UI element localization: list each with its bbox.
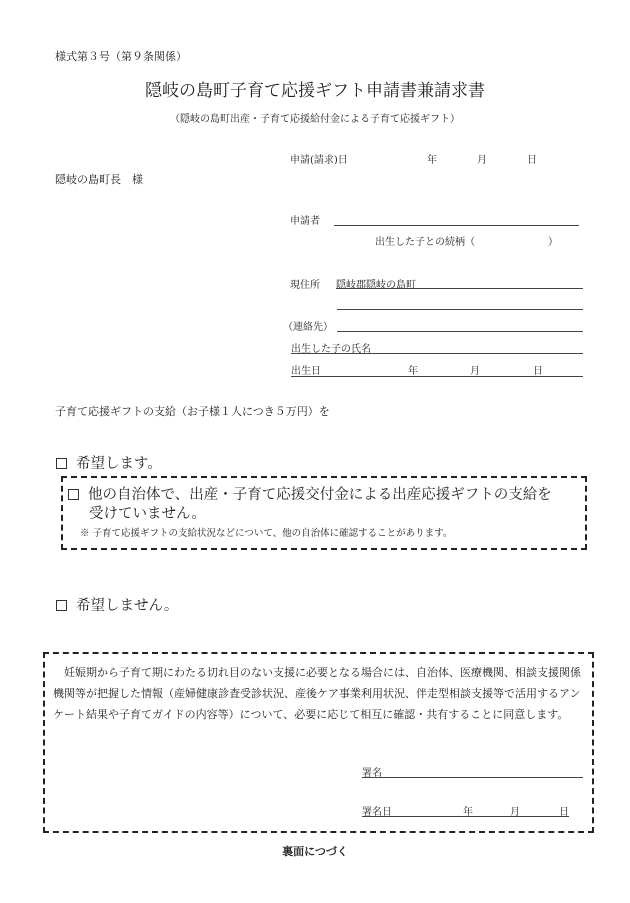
birth-day[interactable]: 日 bbox=[533, 366, 543, 377]
condition-note: ※ 子育て応援ギフトの支給状況などについて、他の自治体に確認することがあります。 bbox=[80, 528, 453, 539]
signature-date-year[interactable]: 年 bbox=[463, 807, 473, 818]
relationship-close: ） bbox=[548, 237, 558, 248]
application-date-label: 申請(請求)日 bbox=[290, 155, 348, 166]
address-field-line2[interactable] bbox=[337, 309, 583, 310]
relationship-field[interactable] bbox=[487, 231, 545, 245]
consent-text: 妊娠期から子育て期にわたる切れ目のない支援に必要となる場合には、自治体、医療機関、相談支援関係機関等が把握した情報（産婦健康診査受診状況、産後ケア事業利用状況、伴走型相談支援等で活用するアンケート結果や子育てガイドの内容等）について、必要に応じて相互に確認・共有することに同意します。 bbox=[53, 666, 581, 721]
birth-month[interactable]: 月 bbox=[470, 366, 480, 377]
signature-date-field[interactable] bbox=[362, 816, 569, 817]
option-no-wish[interactable] bbox=[56, 594, 178, 615]
signature-date-day[interactable]: 日 bbox=[559, 807, 569, 818]
contact-field[interactable] bbox=[337, 331, 583, 332]
form-number: 様式第３号（第９条関係） bbox=[55, 50, 187, 63]
option-condition[interactable] bbox=[68, 483, 552, 504]
signature-date-label: 署名日 bbox=[362, 807, 392, 818]
application-date-month[interactable]: 月 bbox=[477, 155, 487, 166]
child-name-field[interactable] bbox=[291, 353, 583, 354]
relationship-label: 出生した子との続柄（ bbox=[375, 237, 475, 248]
no-wish-label: 希望しません。 bbox=[76, 598, 179, 614]
option-wish[interactable] bbox=[56, 452, 162, 473]
address-value: 隠岐郡隠岐の島町 bbox=[336, 280, 416, 291]
applicant-name-field[interactable] bbox=[334, 225, 579, 226]
signature-field[interactable] bbox=[362, 777, 583, 778]
child-name-label: 出生した子の氏名 bbox=[291, 344, 371, 355]
continue-on-back: 裏面につづく bbox=[282, 845, 348, 858]
signature-label: 署名 bbox=[362, 768, 382, 779]
gift-statement: 子育て応援ギフトの支給（お子様１人につき５万円）を bbox=[55, 405, 330, 418]
birth-date-label: 出生日 bbox=[291, 366, 321, 377]
applicant-label: 申請者 bbox=[290, 216, 320, 227]
page-subtitle: （隠岐の島町出産・子育て応援給付金による子育て応援ギフト） bbox=[170, 114, 460, 125]
address-label: 現住所 bbox=[290, 280, 320, 291]
condition-label-line2: 受けていません。 bbox=[89, 506, 206, 522]
address-field-line1[interactable] bbox=[336, 288, 583, 289]
application-date-year[interactable]: 年 bbox=[427, 155, 437, 166]
condition-label-line1: 他の自治体で、出産・子育て応援交付金による出産応援ギフトの支給を bbox=[88, 487, 552, 503]
addressee: 隠岐の島町長 様 bbox=[55, 173, 143, 186]
application-date-day[interactable]: 日 bbox=[527, 155, 537, 166]
no-wish-checkbox[interactable] bbox=[56, 600, 67, 611]
birth-year[interactable]: 年 bbox=[408, 366, 418, 377]
signature-date-month[interactable]: 月 bbox=[510, 807, 520, 818]
condition-checkbox[interactable] bbox=[68, 489, 79, 500]
wish-label: 希望します。 bbox=[76, 456, 162, 472]
birth-date-field[interactable] bbox=[291, 376, 583, 377]
page-title: 隠岐の島町子育て応援ギフト申請書兼請求書 bbox=[145, 81, 485, 101]
contact-label: （連絡先） bbox=[283, 322, 333, 333]
wish-checkbox[interactable] bbox=[56, 458, 67, 469]
